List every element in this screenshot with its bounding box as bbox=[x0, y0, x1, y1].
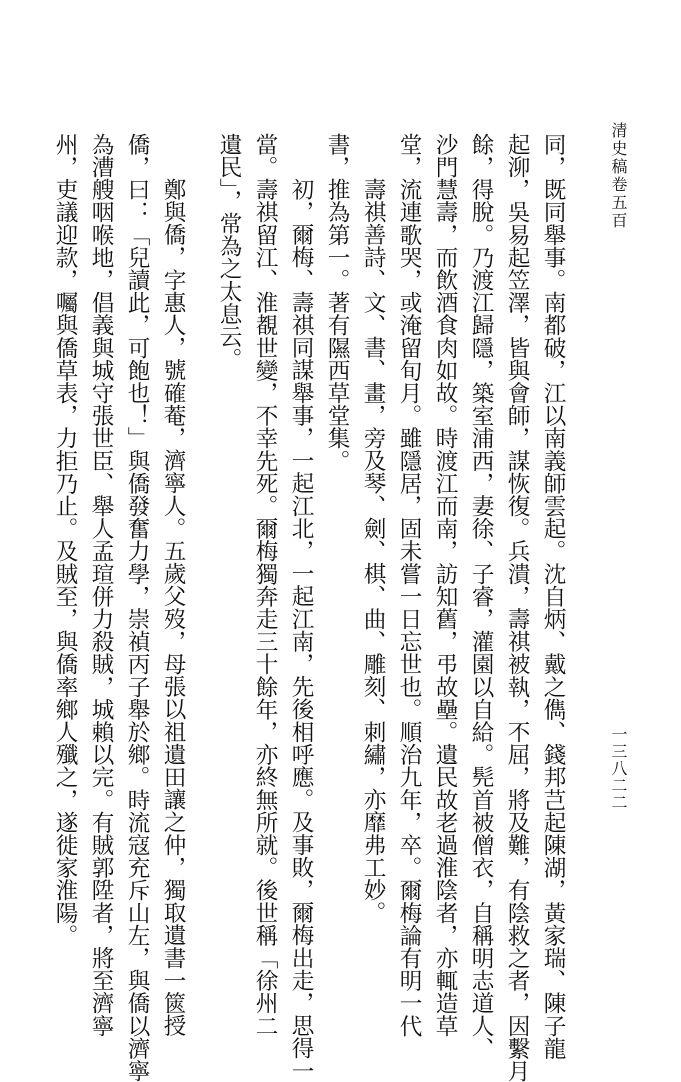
page-number: 一三八二二 bbox=[609, 726, 628, 811]
text-column: 鄭與僑，字惠人，號確菴，濟寧人。五歲父歿，母張以祖遺田讓之仲，獨取遺書一篋授 bbox=[160, 178, 186, 1037]
text-column: 初，爾梅、壽祺同謀舉事，一起江北，一起江南，先後相呼應。及事敗，爾梅出走，思得一 bbox=[288, 178, 314, 1082]
running-title: 清史稿卷五百 bbox=[609, 122, 628, 230]
text-column: 起泖，吳易起笠澤，皆與會師，謀恢復。兵潰，壽祺被執，不屈，將及難，有陰救之者，因繫月 bbox=[504, 133, 530, 1082]
text-column: 書，推為第一。著有隰西草堂集。 bbox=[324, 133, 350, 472]
text-column: 同，既同舉事。南都破，江以南義師雲起。沈自炳、戴之儁、錢邦芑起陳湖，黃家瑞、陳子龍 bbox=[540, 133, 566, 1060]
text-column: 為漕艘咽喉地，倡義與城守張世臣、舉人孟瑄併力殺賊，城賴以完。有賊郭陞者，將至濟寧 bbox=[88, 133, 114, 1037]
text-column: 州，吏議迎款，囑與僑草表，力拒乃止。及賊至，與僑率鄉人殲之，遂徙家淮陽。 bbox=[52, 133, 78, 947]
text-column: 壽祺善詩、文、書、畫，旁及琴、劍、棋、曲、雕刻、刺繡，亦靡弗工妙。 bbox=[360, 178, 386, 924]
text-column: 僑，曰：「兒讀此，可飽也！」與僑發奮力學，崇禎丙子舉於鄉。時流寇充斥山左，與僑以濟寧 bbox=[124, 133, 150, 1082]
text-column: 遺民」，常為之太息云。 bbox=[216, 133, 242, 371]
text-column: 當。壽祺留江、淮覩世變，不幸先死。爾梅獨奔走三十餘年，亦終無所就。後世稱「徐州二 bbox=[252, 133, 278, 1037]
text-column: 餘，得脫。乃渡江歸隱，築室浦西，妻徐、子睿，灌園以自給。髡首被僧衣，自稱明志道人、 bbox=[468, 133, 494, 1060]
text-column: 沙門慧壽，而飲酒食肉如故。時渡江而南，訪知舊，弔故壘。遺民故老過淮陰者，亦輒造草 bbox=[432, 133, 458, 1037]
text-column: 堂，流連歌哭，或淹留旬月。雖隱居，固未嘗一日忘世也。順治九年，卒。爾梅論有明一代 bbox=[396, 133, 422, 1037]
